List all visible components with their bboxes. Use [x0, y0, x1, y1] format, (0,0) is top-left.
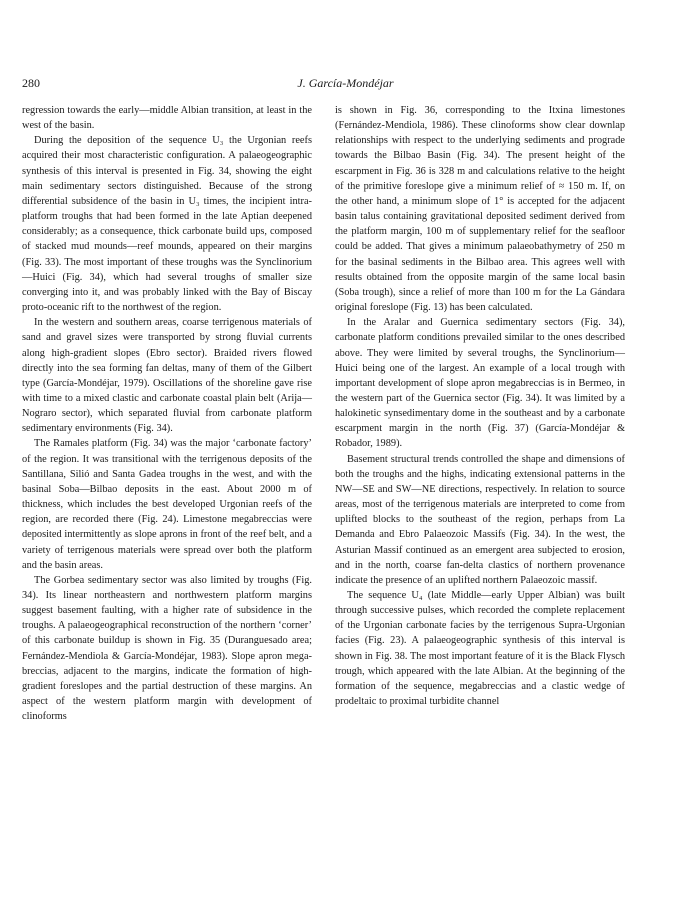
left-column — [22, 103, 312, 724]
paragraph: Basement structural trends controlled the shape and dimensions of both the troughs and the highs, indicating extensional patterns in the NW—SE and SW—NE directions, respectively. In relation to source areas, most of the terrigenous materials are interpreted to come from uplifted blocks to the southeast of the region, perhaps from La Demanda and Ebro Palaeozoic Massifs (Fig. 34). In the west, the Asturian Massif continued as an emergent area subjected to erosion, and in the north, coarse fan-delta clastics of northern provenance indicate the presence of an uplifted northern Palaeozoic massif. — [335, 453, 625, 586]
right-column — [335, 103, 625, 709]
paragraph: The Ramales platform (Fig. 34) was the major ‘carbonate factory’ of the region. It was transitional with the terrigenous deposits of the Santillana, Silió and Santa Gadea troughs in the west, and with the basinal Soba—Bilbao deposits in the east. About 2000 m of thickness, which includes the best developed Urgonian reefs of the region, are recorded there (Fig. 24). Limestone megabreccias were deposited intermittently as slope aprons in front of the reef belt, and a variety of terrigenous materials were spread over both the platform and the basin areas. — [22, 438, 312, 571]
paragraph: During the deposition of the sequence U₃ the Urgonian reefs acquired their most characteristic configuration. A palaeogeographic synthesis of this interval is presented in Fig. 34, showing the eight main sedimentary sectors distinguished. Because of the strong differential subsidence of the basin in U₃ times, the incipient intra-platform troughs that had been formed in the late Aptian deepened considerably; as a consequence, thick carbonate build ups, composed of stacked mud mounds—reef mounds, appeared on their margins (Fig. 33). The most important of these troughs was the Synclinorium—Huici (Fig. 34), which had several troughs of smaller size converging into it, and was probably linked with the Bay of Biscay proto-oceanic rift to the northwest of the region. — [22, 135, 312, 314]
page-number: 280 — [22, 76, 40, 90]
paragraph: regression towards the early—middle Albian transition, at least in the west of the basin. — [22, 105, 312, 132]
paragraph: is shown in Fig. 36, corresponding to the Itxina limestones (Fernández-Mendiola, 1986). These clinoforms show clear downlap relationships with respect to the underlying sediments and prograde towards the Bilbao Basin (Fig. 34). The present height of the escarpment in Fig. 36 is 328 m and calculations relative to the height of the primitive foreslope give a minimum relief of ≈ 150 m. If, on the other hand, a minimum slope of 1° is accepted for the adjacent basin talus containing gravitational deposited sediment derived from the platform margin, 100 m of supplementary relief for the seafloor could be added. That gives a minimum palaeobathymetry of 250 m for the basinal sediments in the Bilbao area. This agrees well with results obtained from the opposite margin of the same local basin (Soba trough), since a relief of more than 100 m for the La Gándara original foreslope (Fig. 13) has been calculated. — [335, 105, 625, 314]
paragraph: In the Aralar and Guernica sedimentary sectors (Fig. 34), carbonate platform conditions prevailed similar to the ones described above. They were limited by several troughs, the Synclinorium—Huici being one of the largest. An example of a local trough with important development of slope apron megabreccias is in Bermeo, in the western part of the Guernica sector (Fig. 34). It was limited by a halokinetic synsedimentary dome in the southeast and by a carbonate escarpment margin in the north (Fig. 37) (García-Mondéjar & Robador, 1989). — [335, 317, 625, 450]
paragraph: In the western and southern areas, coarse terrigenous materials of sand and gravel sizes were transported by strong fluvial currents along high-gradient slopes (Ebro sector). Braided rivers flowed directly into the sea forming fan deltas, many of them of the Gilbert type (García-Mondéjar, 1979). Oscillations of the shoreline gave rise with time to a mixed clastic and carbonate coastal plain belt (Arija—Nograro sector), which separated fluvial from carbonate platform sedimentary environments (Fig. 34). — [22, 317, 312, 435]
running-head: J. García-Mondéjar — [297, 76, 394, 90]
paragraph: The sequence U₄ (late Middle—early Upper Albian) was built through successive pulses, which recorded the complete replacement of the Urgonian carbonate facies by the terrigenous Supra-Urgonian facies (Fig. 23). A palaeogeographic synthesis of this interval is shown in Fig. 38. The most important feature of it is the Black Flysch trough, which appeared with the late Albian. At the beginning of the formation of the sequence, megabreccias and a clastic wedge of prodeltaic to proximal turbidite channel — [335, 590, 625, 708]
paragraph: The Gorbea sedimentary sector was also limited by troughs (Fig. 34). Its linear northeastern and northwestern platform margins suggest basement faulting, with a higher rate of subsidence in the troughs. A palaeogeographical reconstruction of the northern ‘corner’ of this carbonate buildup is shown in Fig. 35 (Duranguesado area; Fernández-Mendiola & García-Mondéjar, 1983). Slope apron megabreccias, adjacent to the margins, indicate the formation of high-gradient foreslopes and the partial destruction of these margins. An aspect of the western platform margin with development of clinoforms — [22, 574, 312, 723]
page-header — [0, 76, 691, 92]
